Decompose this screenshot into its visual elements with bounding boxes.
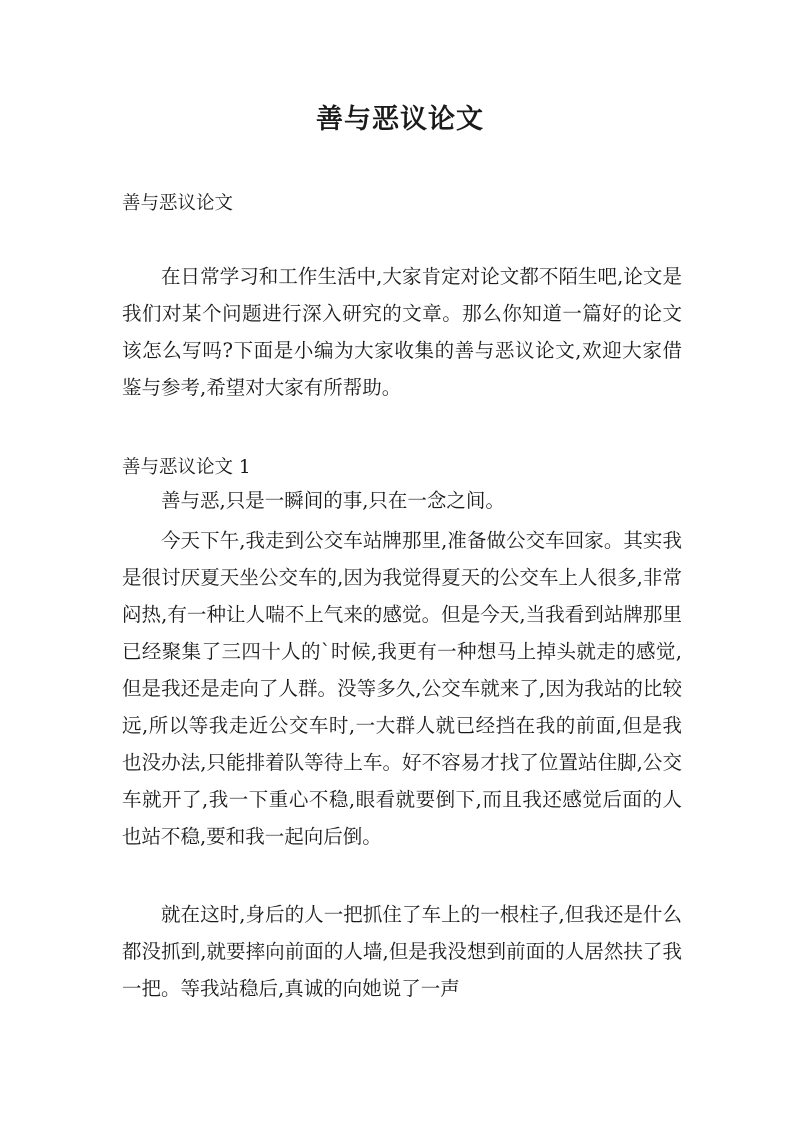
body-paragraph-1: 善与恶,只是一瞬间的事,只在一念之间。 [161,489,505,512]
document-subtitle: 善与恶议论文 [122,193,234,214]
document-title: 善与恶议论文 [316,104,484,135]
intro-paragraph: 在日常学习和工作生活中,大家肯定对论文都不陌生吧,论文是我们对某个问题进行深入研究的文章。那么你知道一篇好的论文该怎么写吗?下面是小编为大家收集的善与恶议论文,欢迎大家借鉴与参考,希望对大家有所帮助。 [122,265,682,399]
body-paragraph-3: 就在这时,身后的人一把抓住了车上的一根柱子,但我还是什么都没抓到,就要摔向前面的人墙,但是我没想到前面的人居然扶了我一把。等我站稳后,真诚的向她说了一声 [122,903,682,1000]
body-paragraph-2: 今天下午,我走到公交车站牌那里,准备做公交车回家。其实我是很讨厌夏天坐公交车的,因为我觉得夏天的公交车上人很多,非常闷热,有一种让人喘不上气来的感觉。但是今天,当我看到站牌那里已经聚集了三四十人的`时候,我更有一种想马上掉头就走的感觉,但是我还是走向了人群。没等多久,公交车就来了,因为我站的比较远,所以等我走近公交车时,一大群人就已经挡在我的前面,但是我也没办法,只能排着队等待上车。好不容易才找了位置站住脚,公交车就开了,我一下重心不稳,眼看就要倒下,而且我还感觉后面的人也站不稳,要和我一起向后倒。 [122,529,682,848]
section-heading: 善与恶议论文 1 [122,457,251,478]
